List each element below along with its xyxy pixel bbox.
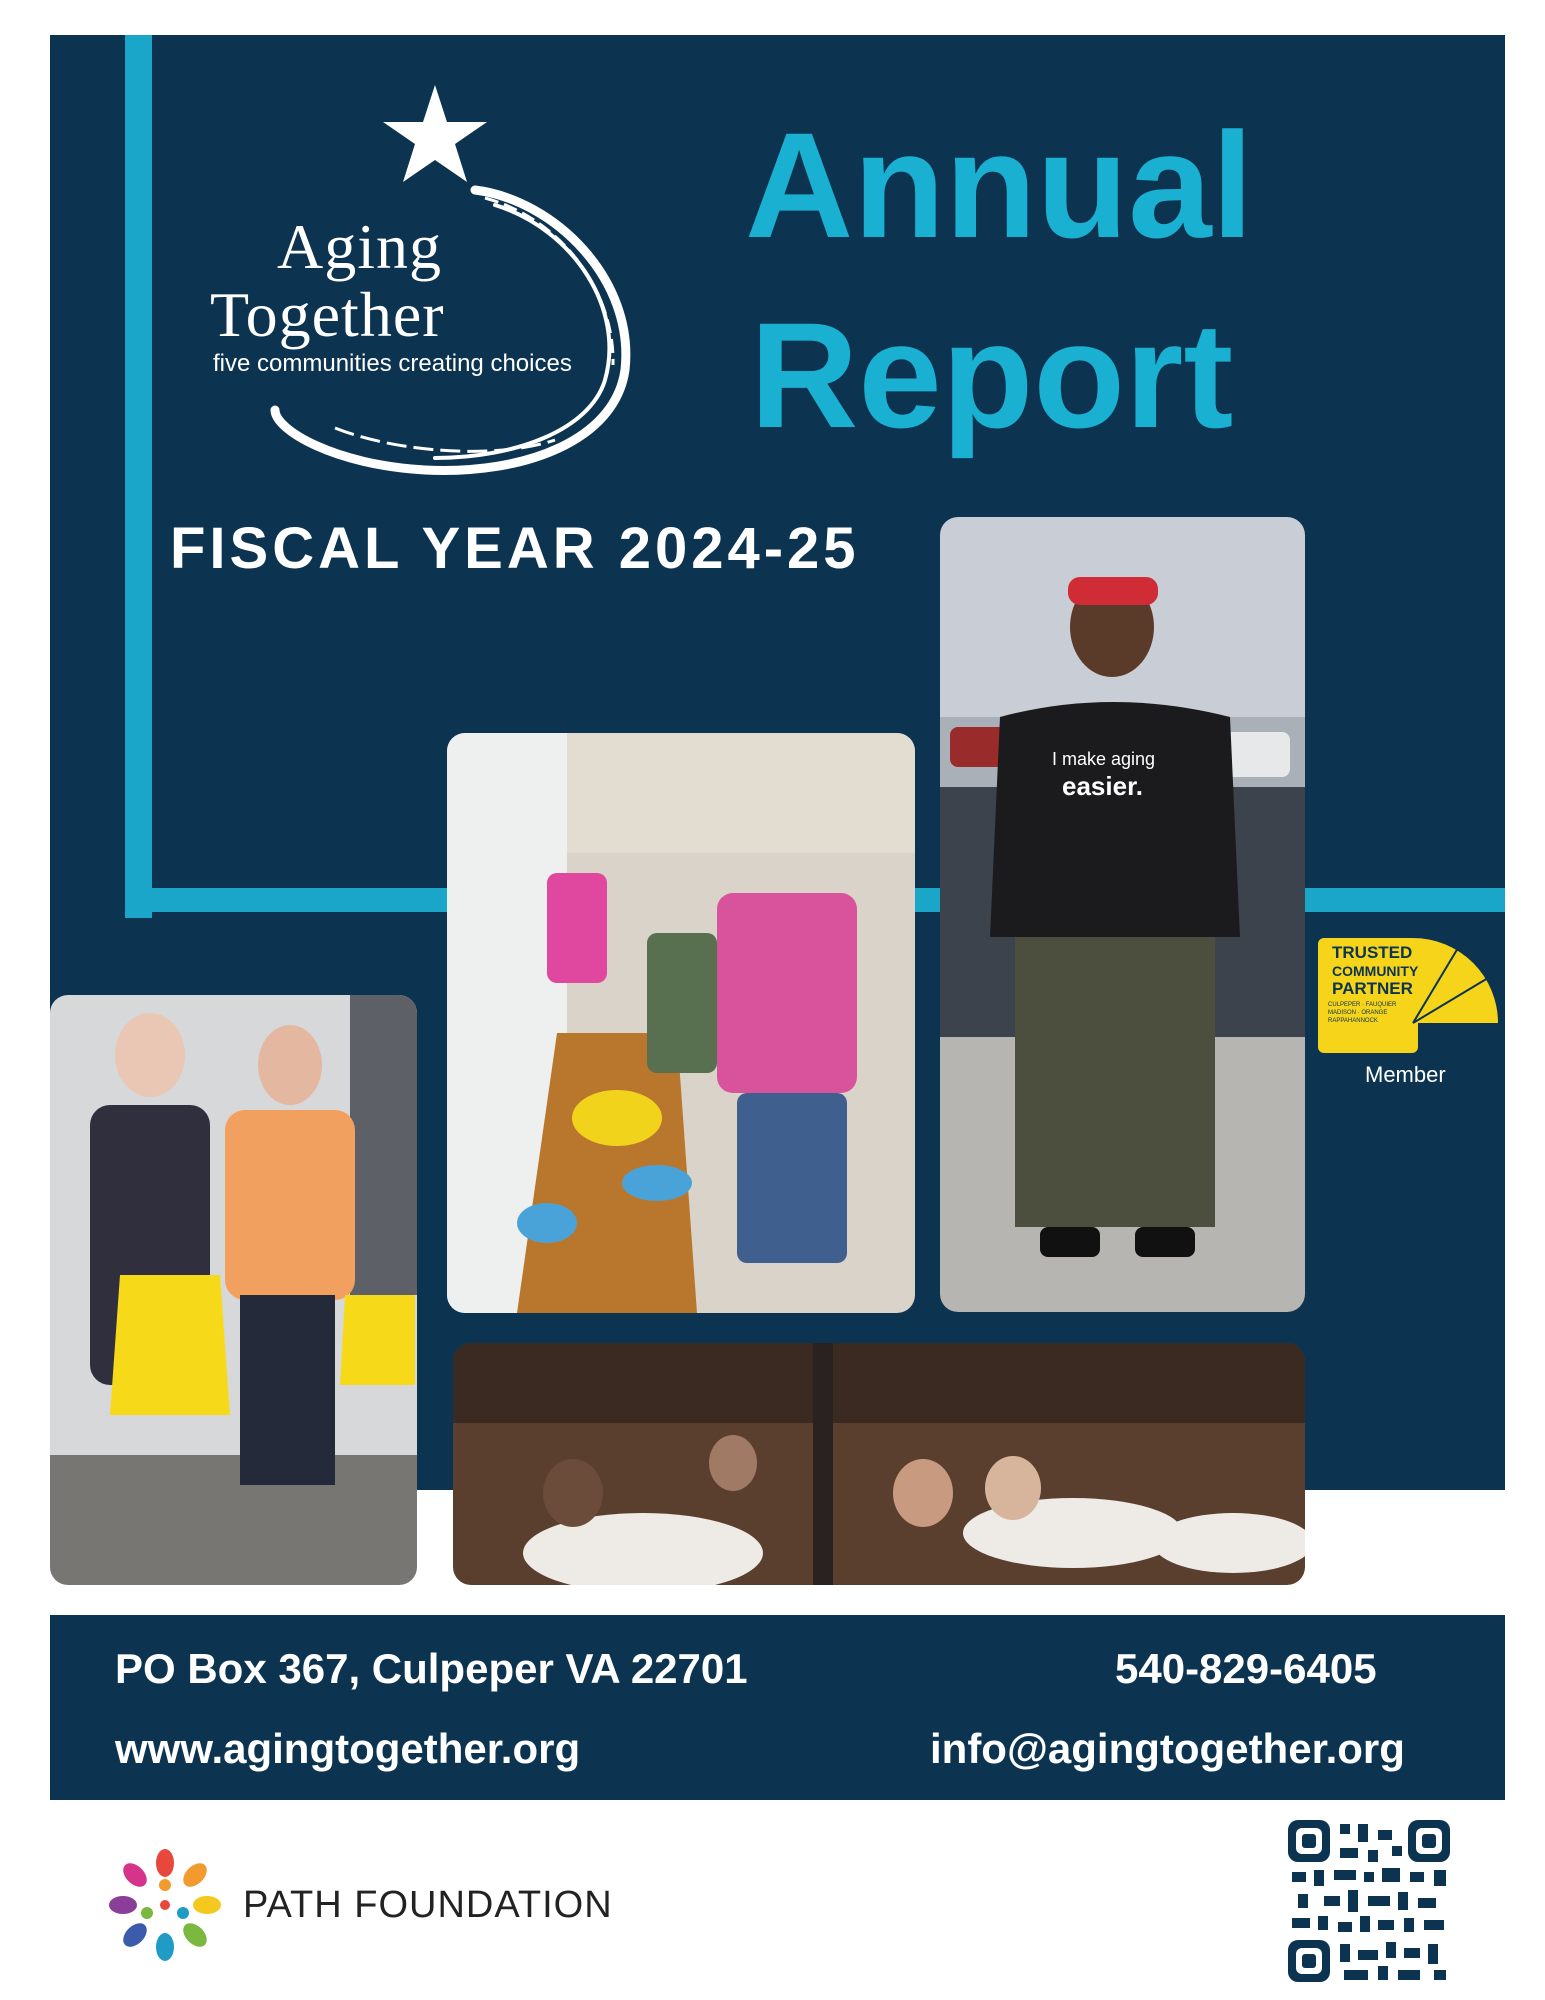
photo-two-women [50,995,417,1585]
photo-man-parking-lot [940,517,1305,1312]
badge-trusted: TRUSTED [1332,943,1413,962]
logo-tagline: five communities creating choices [213,350,572,377]
contact-website-link[interactable]: www.agingtogether.org [115,1725,581,1772]
fiscal-year-heading: FISCAL YEAR 2024-25 [170,516,860,581]
contact-email-link[interactable]: info@agingtogether.org [930,1725,1405,1772]
contact-address: PO Box 367, Culpeper VA 22701 [115,1645,748,1692]
photo-workshop-table [447,733,915,1313]
aging-together-logo [195,80,665,480]
badge-counties-3: RAPPAHANNOCK [1328,1018,1378,1024]
badge-counties-2: MADISON · ORANGE [1328,1010,1388,1016]
contact-phone[interactable]: 540-829-6405 [1115,1645,1377,1692]
shirt-text-line2: easier. [1062,771,1143,801]
path-foundation-name: PATH FOUNDATION [243,1884,613,1926]
badge-counties-1: CULPEPER · FAUQUIER [1328,1002,1397,1008]
photo-banquet-hall [453,1343,1305,1585]
qr-code[interactable] [1288,1820,1450,1982]
logo-line-together: Together [210,279,445,350]
logo-line-aging: Aging [277,211,442,282]
petal-burst-icon [105,1840,225,1970]
qr-code-icon [1288,1820,1450,1982]
title-annual: Annual [745,101,1254,269]
title-report: Report [750,291,1234,459]
shirt-text-line1: I make aging [1052,749,1156,769]
accent-bar-vertical [125,35,152,918]
badge-community: COMMUNITY [1332,963,1419,979]
badge-member-label: Member [1365,1062,1446,1087]
path-foundation-logo [105,1840,225,1970]
badge-partner: PARTNER [1332,979,1413,998]
